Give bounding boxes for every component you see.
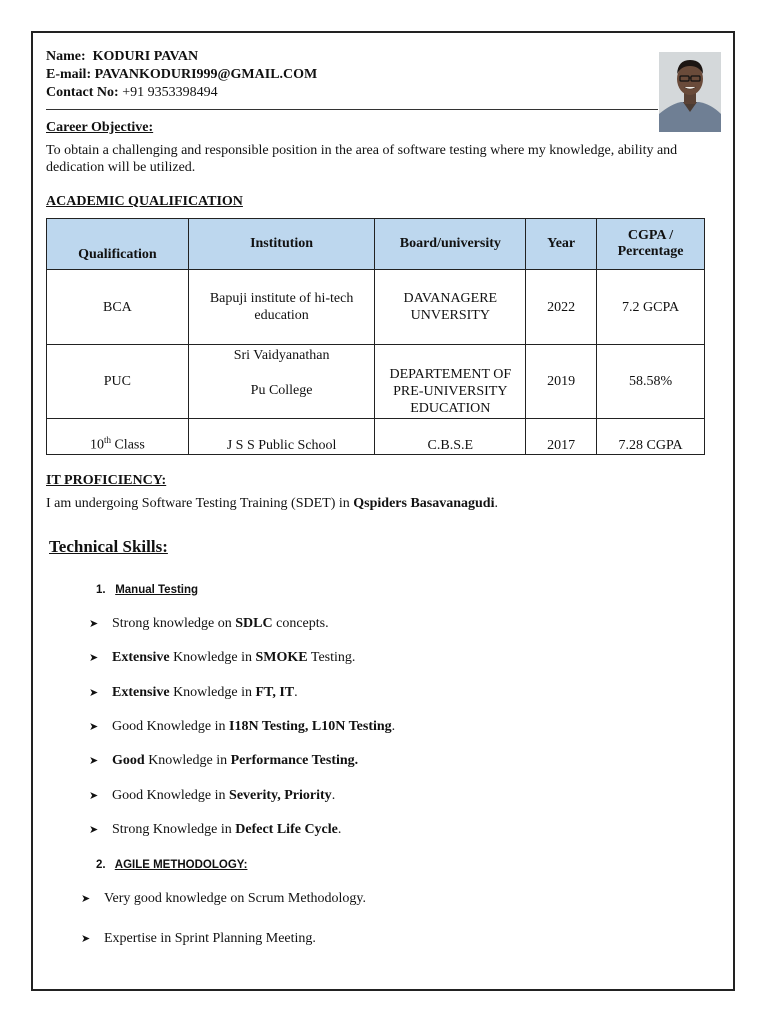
it-text-pre: I am undergoing Software Testing Training (SDET) in	[46, 496, 354, 511]
cell-board: C.B.S.E	[375, 419, 526, 455]
list-item-text: .	[337, 821, 342, 837]
it-proficiency-text	[46, 495, 498, 512]
it-text-post: .	[494, 496, 498, 511]
list-item-text: Knowledge in	[169, 684, 256, 700]
cell-year: 2019	[526, 345, 597, 419]
cell-board: DAVANAGERE UNVERSITY	[375, 270, 526, 345]
class-number: 10	[89, 438, 104, 453]
header-divider	[46, 109, 658, 110]
list-item	[89, 650, 355, 666]
list-item-text: Knowledge in	[169, 650, 256, 666]
cell-institution	[188, 345, 375, 419]
cell-institution: J S S Public School	[188, 419, 375, 455]
list-item-text: Good Knowledge in	[112, 787, 230, 803]
list-item-text: concepts.	[272, 616, 329, 631]
list-item-text: Extensive	[112, 650, 170, 666]
name-value: KODURI PAVAN	[92, 49, 199, 64]
list-item-text: Knowledge in	[144, 753, 231, 769]
technical-skills-heading: Technical Skills:	[49, 537, 168, 556]
cell-board: DEPARTEMENT OF PRE-UNIVERSITY EDUCATION	[375, 345, 526, 419]
agile-heading	[96, 859, 247, 871]
list-item	[89, 822, 341, 838]
institution-line2: Pu College	[250, 383, 313, 398]
list-item	[89, 753, 358, 769]
list-item-text: Very good knowledge on Scrum Methodology.	[104, 891, 366, 906]
cell-qualification: BCA	[47, 270, 189, 345]
cell-year: 2022	[526, 270, 597, 345]
it-proficiency-heading: IT PROFICIENCY:	[46, 473, 167, 488]
list-item-text: Strong Knowledge in	[112, 821, 236, 837]
cell-score: 58.58%	[597, 345, 705, 419]
contact-line	[46, 84, 218, 102]
list-item	[89, 788, 335, 804]
academic-table-header	[47, 219, 705, 270]
list-item-text: Good	[112, 753, 145, 769]
list-item	[81, 931, 316, 947]
class-suffix: th	[103, 435, 111, 446]
class-word: Class	[110, 438, 145, 453]
agile-number: 2.	[96, 859, 106, 871]
arrow-bullet-icon: ➤	[89, 685, 99, 699]
manual-testing-title: Manual Testing	[115, 584, 199, 596]
contact-label: Contact No:	[46, 85, 119, 100]
list-item-text: Good Knowledge in	[112, 718, 230, 734]
arrow-bullet-icon: ➤	[89, 617, 99, 630]
col-score: CGPA / Percentage	[597, 219, 705, 270]
institution-line1: Sri Vaidyanathan	[233, 348, 330, 363]
list-item	[89, 719, 395, 735]
arrow-bullet-icon: ➤	[89, 822, 99, 836]
manual-testing-heading	[96, 584, 198, 596]
cell-qualification: PUC	[47, 345, 189, 419]
col-board: Board/university	[375, 219, 526, 270]
list-item-text: Performance Testing.	[230, 753, 359, 769]
email-value: PAVANKODURI999@GMAIL.COM	[94, 67, 318, 82]
arrow-bullet-icon: ➤	[81, 932, 91, 945]
resume-page	[31, 31, 735, 991]
list-item-text: I18N Testing, L10N Testing	[229, 718, 392, 734]
table-row	[47, 270, 705, 345]
arrow-bullet-icon: ➤	[89, 651, 99, 665]
arrow-bullet-icon: ➤	[89, 719, 99, 733]
email-label: E-mail:	[46, 67, 92, 82]
list-item-text: .	[391, 718, 396, 734]
cell-institution: Bapuji institute of hi-tech education	[188, 270, 375, 345]
name-label: Name:	[46, 49, 86, 64]
cell-score: 7.2 GCPA	[597, 270, 705, 345]
col-qualification: Qualification	[47, 219, 189, 270]
col-year: Year	[526, 219, 597, 270]
list-item-text: Severity, Priority	[229, 787, 332, 803]
list-item-text: FT, IT	[255, 684, 295, 700]
agile-title: AGILE METHODOLOGY:	[114, 859, 248, 871]
career-objective-heading: Career Objective:	[46, 120, 154, 135]
table-row	[47, 419, 705, 455]
email-line	[46, 66, 317, 84]
list-item-text: .	[294, 684, 298, 700]
arrow-bullet-icon: ➤	[89, 754, 99, 768]
arrow-bullet-icon: ➤	[81, 892, 91, 905]
list-item-text: Extensive	[112, 684, 170, 700]
list-item-text: SDLC	[235, 616, 273, 631]
academic-table	[46, 218, 705, 455]
list-item-text: SMOKE	[255, 650, 308, 666]
list-item	[81, 891, 366, 907]
academic-heading: ACADEMIC QUALIFICATION	[46, 194, 243, 209]
manual-testing-number: 1.	[96, 584, 106, 596]
list-item-text: .	[331, 787, 336, 803]
name-line	[46, 48, 198, 66]
career-objective-text: To obtain a challenging and responsible position in the area of software testing where my knowledge, ability and dedication will be utilized.	[46, 143, 678, 175]
list-item-text: Strong knowledge on	[112, 616, 236, 631]
table-row	[47, 345, 705, 419]
contact-value: +91 9353398494	[122, 85, 218, 100]
list-item	[89, 685, 298, 701]
list-item-text: Expertise in Sprint Planning Meeting.	[104, 931, 316, 946]
list-item	[89, 616, 329, 632]
it-text-institute: Qspiders Basavanagudi	[353, 496, 495, 511]
cell-year: 2017	[526, 419, 597, 455]
profile-photo	[659, 52, 721, 132]
cell-score: 7.28 CGPA	[597, 419, 705, 455]
cell-qualification	[47, 419, 189, 455]
list-item-text: Testing.	[307, 650, 356, 666]
col-institution: Institution	[188, 219, 375, 270]
list-item-text: Defect Life Cycle	[235, 821, 338, 837]
arrow-bullet-icon: ➤	[89, 788, 99, 802]
